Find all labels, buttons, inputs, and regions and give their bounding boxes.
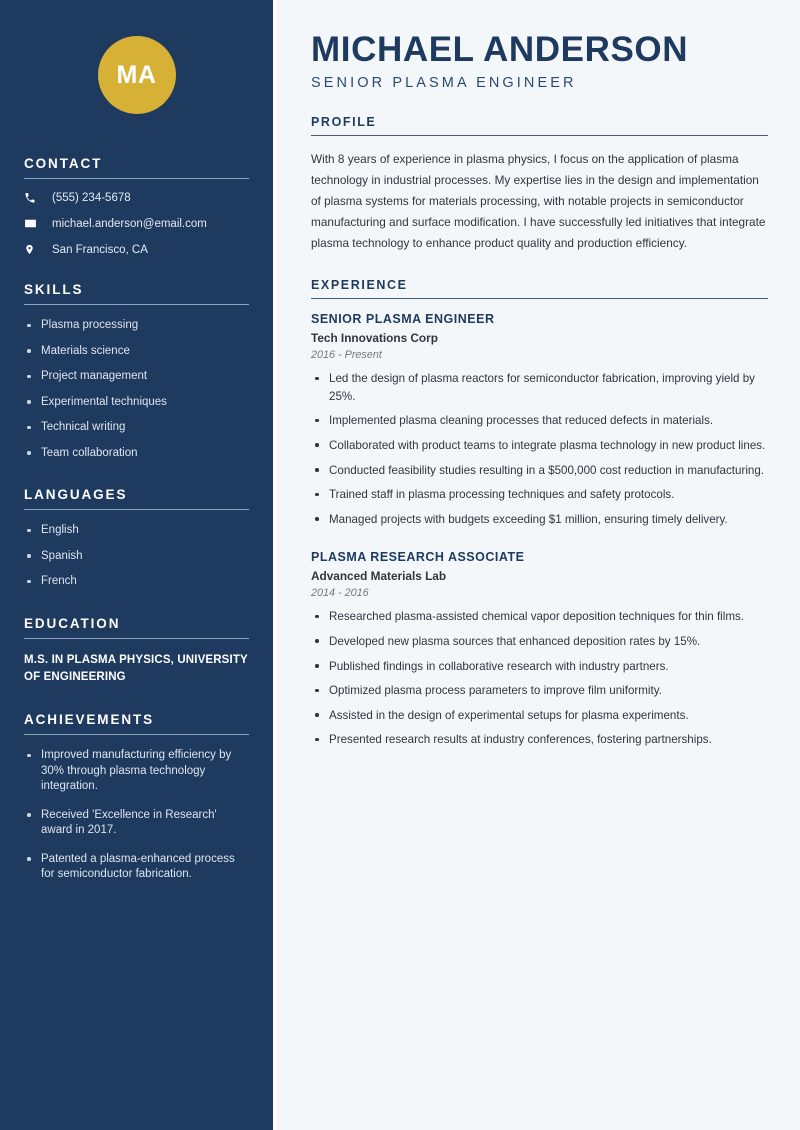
experience-divider	[311, 298, 768, 299]
job-title: SENIOR PLASMA ENGINEER	[311, 75, 577, 92]
languages-list	[24, 523, 249, 590]
list-item: Assisted in the design of experimental setups for plasma experiments.	[311, 707, 768, 725]
list-item: English	[24, 523, 249, 539]
avatar-container	[24, 0, 249, 156]
main-content	[277, 0, 800, 1130]
contact-item-location[interactable]	[24, 243, 249, 256]
list-item: Presented research results at industry conferences, fostering partnerships.	[311, 731, 768, 749]
envelope-icon	[24, 217, 42, 230]
list-item: Technical writing	[24, 420, 249, 436]
list-item: Improved manufacturing efficiency by 30% through plasma technology integration.	[24, 748, 249, 795]
experience-heading: EXPERIENCE	[311, 278, 408, 293]
experience-bullets	[311, 370, 768, 528]
list-item: Team collaboration	[24, 446, 249, 462]
contact-phone-value: (555) 234-5678	[52, 192, 131, 204]
list-item: Received 'Excellence in Research' award in 2017.	[24, 808, 249, 839]
list-item: Managed projects with budgets exceeding $1 million, ensuring timely delivery.	[311, 511, 768, 529]
contact-email-value: michael.anderson@email.com	[52, 217, 207, 230]
list-item: Trained staff in plasma processing techniques and safety protocols.	[311, 486, 768, 504]
contact-item-phone[interactable]	[24, 192, 249, 204]
experience-role: PLASMA RESEARCH ASSOCIATE	[311, 550, 525, 565]
list-item: Spanish	[24, 549, 249, 565]
list-item: Experimental techniques	[24, 395, 249, 411]
education-section	[24, 616, 249, 687]
experience-dates: 2014 - 2016	[311, 587, 369, 600]
sidebar	[0, 0, 277, 1130]
contact-divider	[24, 178, 249, 179]
profile-heading: PROFILE	[311, 115, 377, 130]
skills-heading: SKILLS	[24, 282, 84, 297]
experience-section	[311, 278, 768, 749]
phone-icon	[24, 192, 42, 204]
contact-list	[24, 192, 249, 256]
contact-item-email[interactable]	[24, 217, 249, 230]
skills-list	[24, 318, 249, 461]
list-item: Implemented plasma cleaning processes that reduced defects in materials.	[311, 412, 768, 430]
list-item: French	[24, 574, 249, 590]
experience-dates: 2016 - Present	[311, 349, 382, 362]
profile-text: With 8 years of experience in plasma physics, I focus on the application of plasma technology in industrial processes. My expertise lies in the design and implementation of plasma systems for materials processing, with notable projects in semiconductor manufacturing and surface modification. I have successfully led initiatives that integrate plasma technology to enhance product quality and production efficiency.	[311, 152, 766, 251]
achievements-list	[24, 748, 249, 883]
list-item: Project management	[24, 369, 249, 385]
list-item: Materials science	[24, 344, 249, 360]
achievements-section	[24, 712, 249, 883]
achievements-heading: ACHIEVEMENTS	[24, 712, 155, 728]
achievements-divider	[24, 734, 249, 735]
experience-entry	[311, 312, 768, 528]
education-divider	[24, 638, 249, 639]
experience-company: Advanced Materials Lab	[311, 569, 447, 584]
languages-divider	[24, 509, 249, 510]
education-entry: M.S. IN PLASMA PHYSICS, UNIVERSITY OF ENGINEERING	[24, 653, 248, 683]
avatar-initials: MA	[116, 60, 157, 89]
list-item: Collaborated with product teams to integrate plasma technology in new product lines.	[311, 437, 768, 455]
languages-section	[24, 487, 249, 590]
list-item: Led the design of plasma reactors for semiconductor fabrication, improving yield by 25%.	[311, 370, 768, 405]
list-item: Optimized plasma process parameters to improve film uniformity.	[311, 682, 768, 700]
list-item: Developed new plasma sources that enhanced deposition rates by 15%.	[311, 633, 768, 651]
skills-section	[24, 282, 249, 461]
list-item: Plasma processing	[24, 318, 249, 334]
contact-heading: CONTACT	[24, 156, 103, 171]
skills-divider	[24, 304, 249, 305]
experience-entry	[311, 550, 768, 749]
list-item: Conducted feasibility studies resulting in a $500,000 cost reduction in manufacturing.	[311, 462, 768, 480]
profile-section	[311, 115, 768, 254]
education-heading: EDUCATION	[24, 615, 121, 631]
list-item: Researched plasma-assisted chemical vapor deposition techniques for thin films.	[311, 608, 768, 626]
experience-bullets	[311, 608, 768, 749]
page-title: MICHAEL ANDERSON	[311, 30, 689, 69]
map-pin-icon	[24, 243, 42, 256]
profile-divider	[311, 135, 768, 136]
contact-location-value: San Francisco, CA	[52, 243, 148, 256]
languages-heading: LANGUAGES	[24, 487, 128, 503]
list-item: Published findings in collaborative research with industry partners.	[311, 658, 768, 676]
experience-company: Tech Innovations Corp	[311, 331, 438, 346]
list-item: Patented a plasma-enhanced process for semiconductor fabrication.	[24, 852, 249, 883]
avatar	[98, 36, 176, 114]
experience-role: SENIOR PLASMA ENGINEER	[311, 312, 495, 327]
contact-section	[24, 156, 249, 256]
